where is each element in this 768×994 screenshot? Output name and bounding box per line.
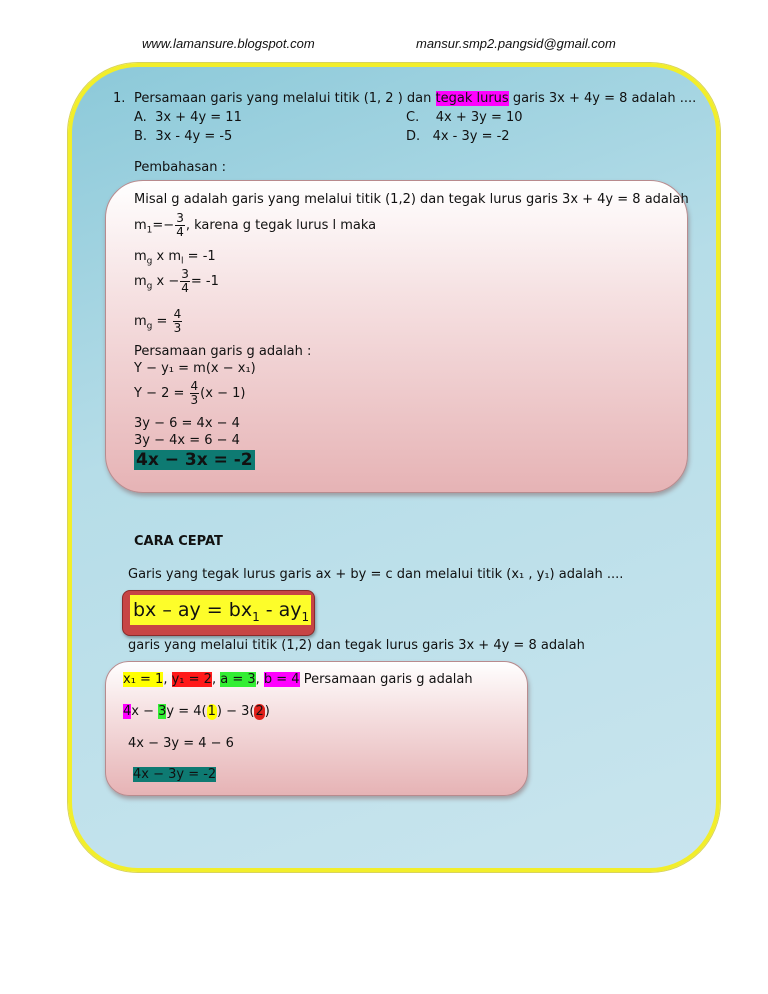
- quick-step2: 4x − 3y = 4 − 6: [128, 736, 234, 751]
- ml-symbol: x m: [152, 249, 182, 264]
- solution-mg-value: [134, 307, 183, 342]
- mg-frac-num: 4: [173, 307, 182, 321]
- solution-eq3: 3y − 6 = 4x − 4: [134, 416, 240, 431]
- solution-persamaan: Persamaan garis g adalah :: [134, 344, 312, 359]
- mg-eq: =: [152, 314, 172, 329]
- eq2-prefix: Y − 2 =: [134, 386, 189, 401]
- eq2-frac-num: 4: [190, 379, 199, 393]
- header-email: mansur.smp2.pangsid@gmail.com: [416, 36, 616, 51]
- quick-persamaan: Persamaan garis g adalah: [299, 672, 473, 687]
- quick-answer: [133, 767, 216, 783]
- option-b-label: B.: [134, 129, 148, 144]
- mg-fraction: [173, 308, 183, 335]
- solution-answer: [134, 450, 255, 470]
- header-blog-url: www.lamansure.blogspot.com: [142, 36, 315, 51]
- option-d-label: D.: [406, 129, 421, 144]
- pembahasan-label: Pembahasan :: [134, 160, 226, 175]
- cara-cepat-title: CARA CEPAT: [134, 534, 223, 549]
- step1-end: ): [264, 704, 270, 719]
- formula-sub-2: 1: [301, 609, 310, 624]
- eq2-suffix: (x − 1): [200, 386, 246, 401]
- m1-suffix: , karena g tegak lurus l maka: [185, 218, 377, 233]
- step1-y: y = 4(: [166, 704, 207, 719]
- sep-1: ,: [163, 672, 172, 687]
- question-text-after: garis 3x + 4y = 8 adalah ....: [508, 91, 697, 106]
- m1-frac-num: 3: [176, 211, 184, 225]
- mg-sub: g: [146, 256, 153, 267]
- solution-answer-highlight: 4x − 3x = -2: [136, 450, 253, 470]
- formula-sub-1: 1: [252, 609, 260, 624]
- question-number: 1.: [113, 91, 126, 106]
- mg-times-frac-den: 4: [181, 281, 189, 295]
- cara-cepat-rule: Garis yang tegak lurus garis ax + by = c dan melalui titik (x₁ , y₁) adalah ....: [128, 567, 624, 582]
- option-c-label: C.: [406, 110, 420, 125]
- step1-b-value: 4: [123, 704, 132, 719]
- m1-frac-den: 4: [176, 225, 184, 239]
- m1-symbol: m: [134, 218, 147, 233]
- solution-line1: Misal g adalah garis yang melalui titik (1,2) dan tegak lurus garis 3x + 4y = 8 adalah: [134, 192, 689, 207]
- mg-symbol: m: [134, 249, 147, 264]
- step1-y1-value: 2: [255, 704, 264, 719]
- mg-sub-3: g: [146, 321, 153, 332]
- option-c-text: 4x + 3y = 10: [435, 110, 523, 125]
- option-c: [406, 110, 523, 126]
- option-a-text: 3x + 4y = 11: [155, 110, 242, 125]
- sep-3: ,: [255, 672, 264, 687]
- mg-times-frac-num: 3: [181, 267, 189, 281]
- mg-symbol-3: m: [134, 314, 147, 329]
- solution-mg-ml: [134, 249, 216, 267]
- eq2-frac-den: 3: [190, 393, 199, 407]
- quick-step1: [123, 704, 270, 720]
- sep-2: ,: [211, 672, 221, 687]
- solution-eq1: Y − y₁ = m(x − x₁): [134, 361, 256, 376]
- m1-sub: 1: [146, 225, 153, 236]
- step1-x: x −: [131, 704, 159, 719]
- option-a: [134, 110, 242, 126]
- mg-times-fraction: [180, 268, 190, 295]
- mg-ml-result: = -1: [183, 249, 216, 264]
- solution-eq4: 3y − 4x = 6 − 4: [134, 433, 240, 448]
- mg-times-prefix: x −: [152, 274, 180, 289]
- formula-part-b: - ay: [259, 599, 302, 621]
- solution-eq2: [134, 379, 245, 409]
- value-x1: x₁ = 1: [123, 672, 164, 687]
- question-text-before: Persamaan garis yang melalui titik (1, 2 ) dan: [134, 91, 432, 106]
- step1-x1-value: 1: [207, 704, 216, 719]
- solution-mg-times: [134, 267, 219, 302]
- step1-a-value: 3: [158, 704, 167, 719]
- option-a-label: A.: [134, 110, 147, 125]
- option-d: [406, 129, 510, 145]
- mg-frac-den: 3: [173, 321, 182, 335]
- value-b: b = 4: [263, 672, 300, 687]
- cara-cepat-applied: garis yang melalui titik (1,2) dan tegak lurus garis 3x + 4y = 8 adalah: [128, 638, 585, 653]
- solution-m1: [134, 211, 376, 246]
- mg-sub-2: g: [146, 281, 153, 292]
- value-a: a = 3: [220, 672, 256, 687]
- quick-values: [123, 672, 473, 688]
- formula-part-a: bx – ay = bx: [133, 599, 253, 621]
- quick-answer-highlight: 4x − 3y = -2: [133, 767, 217, 782]
- formula: [130, 595, 311, 625]
- option-d-text: 4x - 3y = -2: [432, 129, 510, 144]
- ml-sub: l: [181, 256, 184, 267]
- mg-times-suffix: = -1: [190, 274, 219, 289]
- value-y1: y₁ = 2: [171, 672, 212, 687]
- m1-eq: =−: [152, 218, 175, 233]
- eq2-fraction: [190, 380, 200, 407]
- step1-mid: ) − 3(: [216, 704, 255, 719]
- mg-symbol-2: m: [134, 274, 147, 289]
- option-b: [134, 129, 232, 145]
- m1-fraction: [175, 212, 185, 239]
- option-b-text: 3x - 4y = -5: [155, 129, 233, 144]
- question-highlight: tegak lurus: [435, 91, 509, 106]
- question-text: [134, 91, 696, 107]
